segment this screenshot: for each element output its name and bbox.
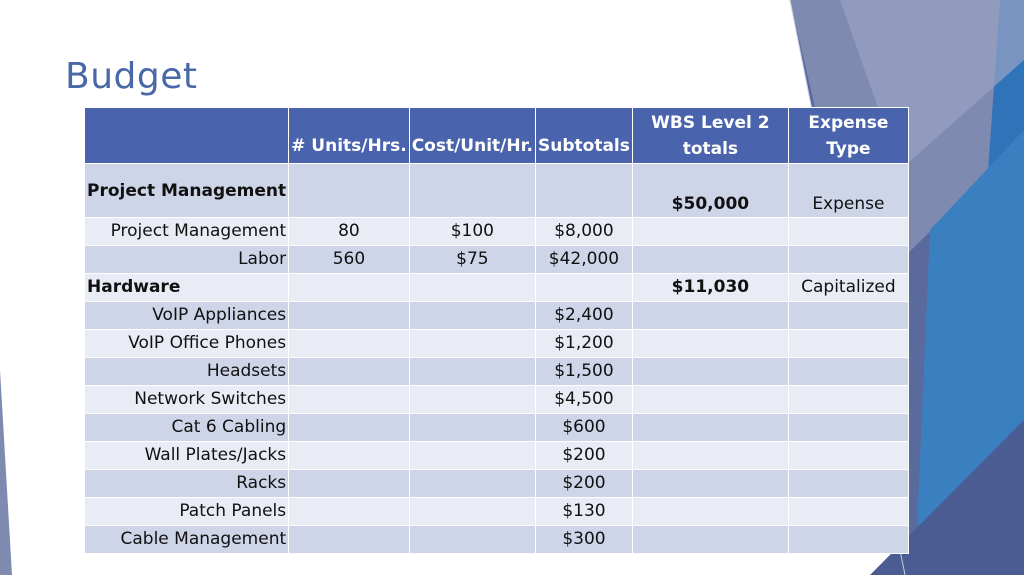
units-cell — [289, 302, 410, 330]
table-row — [85, 470, 909, 498]
wbs-total-cell — [632, 498, 788, 526]
wbs-total-cell — [632, 330, 788, 358]
wbs-total-cell — [632, 526, 788, 554]
subtotal-cell: $130 — [536, 498, 633, 526]
table-row — [85, 358, 909, 386]
table-row — [85, 330, 909, 358]
deco-left-sliver — [0, 370, 12, 575]
units-cell — [289, 442, 410, 470]
item-name: VoIP Office Phones — [85, 330, 289, 358]
expense-type-cell — [788, 358, 908, 386]
item-name: Cable Management — [85, 526, 289, 554]
expense-type-cell — [788, 414, 908, 442]
table-row — [85, 526, 909, 554]
table-row — [85, 164, 909, 218]
wbs-total-cell — [632, 302, 788, 330]
subtotal-cell: $200 — [536, 442, 633, 470]
table-row — [85, 246, 909, 274]
item-name: Cat 6 Cabling — [85, 414, 289, 442]
wbs-total-cell — [632, 246, 788, 274]
wbs-total-cell — [632, 358, 788, 386]
wbs-total-cell — [632, 470, 788, 498]
cost-cell — [409, 414, 535, 442]
units-cell — [289, 330, 410, 358]
item-name: Wall Plates/Jacks — [85, 442, 289, 470]
table-row — [85, 498, 909, 526]
header-subtotals: Subtotals — [536, 108, 633, 164]
units-cell: 560 — [289, 246, 410, 274]
cost-cell — [409, 164, 535, 218]
header-expense-type: Expense Type — [788, 108, 908, 164]
wbs-total-cell — [632, 218, 788, 246]
expense-type-cell — [788, 442, 908, 470]
item-name: Network Switches — [85, 386, 289, 414]
table-row — [85, 414, 909, 442]
item-name: Project Management — [85, 218, 289, 246]
expense-type-cell: Capitalized — [788, 274, 908, 302]
cost-cell — [409, 386, 535, 414]
slide-title: Budget — [65, 56, 198, 97]
subtotal-cell: $4,500 — [536, 386, 633, 414]
units-cell — [289, 470, 410, 498]
cost-cell — [409, 330, 535, 358]
table-header-row — [85, 108, 909, 164]
budget-table — [84, 107, 909, 554]
cost-cell — [409, 358, 535, 386]
expense-type-cell — [788, 498, 908, 526]
item-name: Patch Panels — [85, 498, 289, 526]
expense-type-cell — [788, 470, 908, 498]
units-cell — [289, 386, 410, 414]
units-cell — [289, 358, 410, 386]
expense-type-cell — [788, 218, 908, 246]
subtotal-cell: $200 — [536, 470, 633, 498]
expense-type-cell — [788, 302, 908, 330]
units-cell: 80 — [289, 218, 410, 246]
expense-type-cell — [788, 330, 908, 358]
cost-cell — [409, 470, 535, 498]
table-row — [85, 274, 909, 302]
item-name: Headsets — [85, 358, 289, 386]
cost-cell — [409, 526, 535, 554]
wbs-total-cell — [632, 442, 788, 470]
cost-cell — [409, 302, 535, 330]
wbs-total-cell — [632, 386, 788, 414]
subtotal-cell: $300 — [536, 526, 633, 554]
category-name: Hardware — [85, 274, 289, 302]
units-cell — [289, 498, 410, 526]
units-cell — [289, 274, 410, 302]
units-cell — [289, 526, 410, 554]
header-wbs-total: WBS Level 2 totals — [632, 108, 788, 164]
header-item — [85, 108, 289, 164]
header-units: # Units/Hrs. — [289, 108, 410, 164]
cost-cell: $75 — [409, 246, 535, 274]
item-name: Racks — [85, 470, 289, 498]
expense-type-cell: Expense — [788, 164, 908, 218]
subtotal-cell: $600 — [536, 414, 633, 442]
subtotal-cell: $8,000 — [536, 218, 633, 246]
units-cell — [289, 164, 410, 218]
wbs-total-cell: $11,030 — [632, 274, 788, 302]
expense-type-cell — [788, 526, 908, 554]
subtotal-cell — [536, 164, 633, 218]
subtotal-cell: $1,200 — [536, 330, 633, 358]
item-name: VoIP Appliances — [85, 302, 289, 330]
subtotal-cell — [536, 274, 633, 302]
category-name: Project Management — [85, 164, 289, 218]
table-row — [85, 386, 909, 414]
cost-cell — [409, 442, 535, 470]
cost-cell: $100 — [409, 218, 535, 246]
header-cost: Cost/Unit/Hr. — [409, 108, 535, 164]
expense-type-cell — [788, 386, 908, 414]
subtotal-cell: $2,400 — [536, 302, 633, 330]
table-row — [85, 218, 909, 246]
expense-type-cell — [788, 246, 908, 274]
cost-cell — [409, 274, 535, 302]
units-cell — [289, 414, 410, 442]
item-name: Labor — [85, 246, 289, 274]
table-row — [85, 442, 909, 470]
subtotal-cell: $42,000 — [536, 246, 633, 274]
wbs-total-cell: $50,000 — [632, 164, 788, 218]
cost-cell — [409, 498, 535, 526]
wbs-total-cell — [632, 414, 788, 442]
table-row — [85, 302, 909, 330]
subtotal-cell: $1,500 — [536, 358, 633, 386]
